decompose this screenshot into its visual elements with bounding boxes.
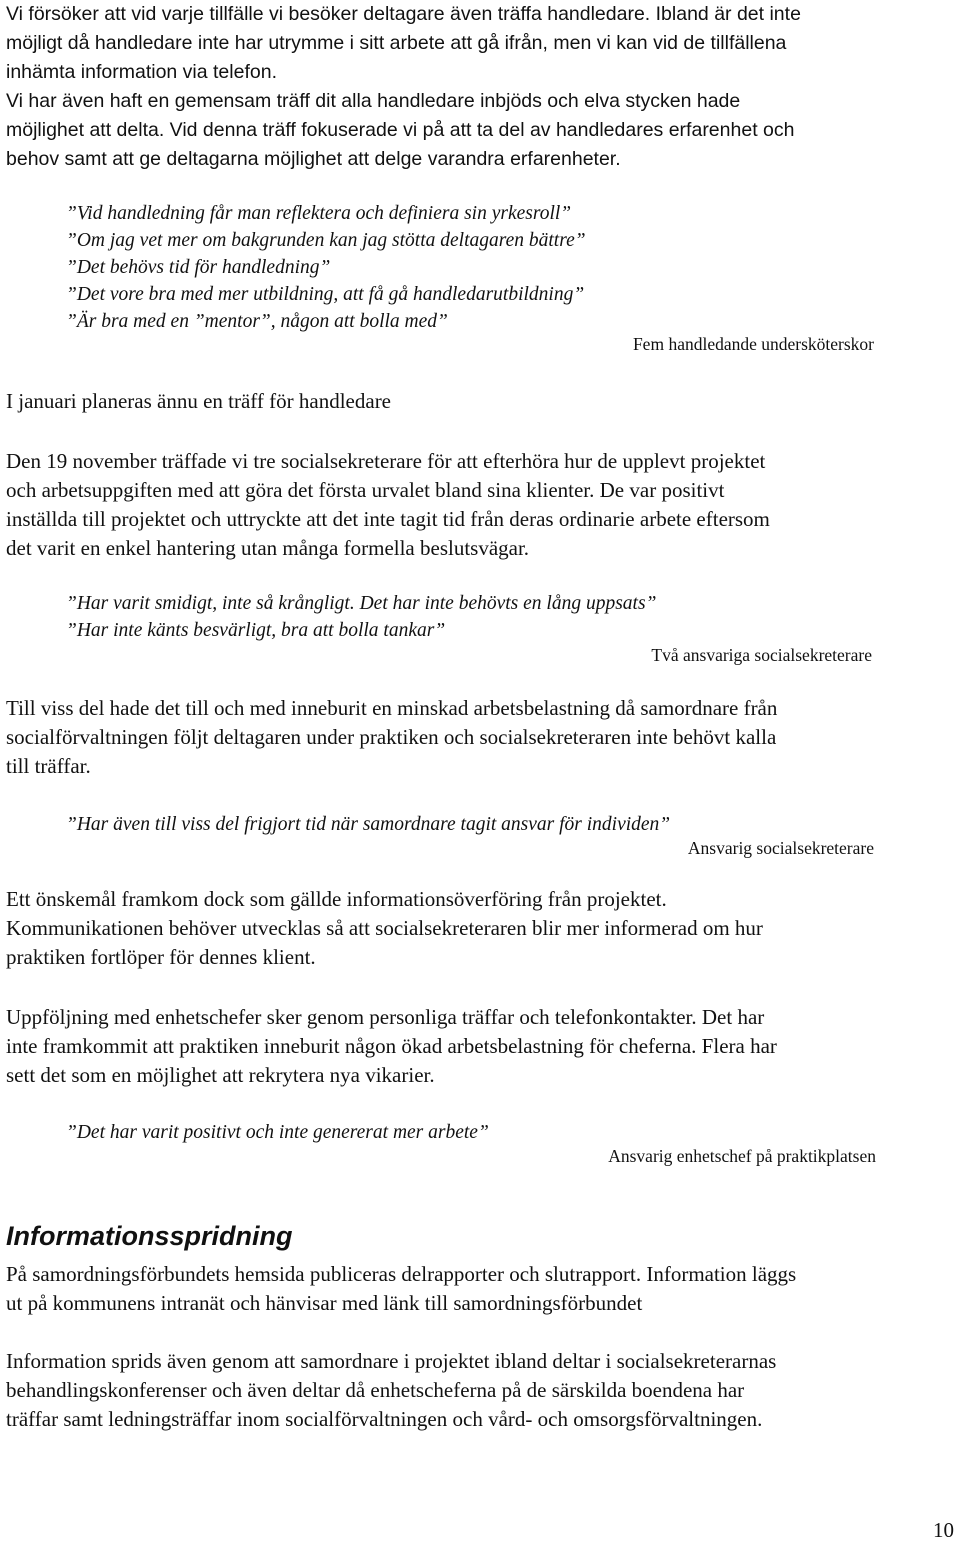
- quote-line: ”Har varit smidigt, inte så krångligt. Det har inte behövts en lång uppsats”: [66, 593, 657, 614]
- quote-attribution: Ansvarig socialsekreterare: [687, 838, 874, 858]
- text-line: socialförvaltningen följt deltagaren under praktiken och socialsekreteraren inte behövt kalla: [6, 725, 777, 749]
- text-line: Till viss del hade det till och med inneburit en minskad arbetsbelastning då samordnare från: [6, 696, 778, 720]
- quote-block-handledare: [66, 200, 886, 335]
- text-line: ut på kommunens intranät och hänvisar med länk till samordningsförbundet: [6, 1291, 643, 1315]
- quote-attribution: Två ansvariga socialsekreterare: [651, 645, 872, 665]
- page-number: 10: [933, 1518, 954, 1542]
- paragraph-handledare-visits: [6, 0, 954, 174]
- quote-attribution: Fem handledande undersköterskor: [632, 334, 874, 354]
- text-line: inte framkommit att praktiken inneburit någon ökad arbetsbelastning för cheferna. Flera har: [6, 1034, 777, 1058]
- text-line: det varit en enkel hantering utan många formella beslutsvägar.: [6, 536, 530, 560]
- text-line: möjligt då handledare inte har utrymme i sitt arbete att gå ifrån, men vi kan vid de tillfällena: [6, 32, 787, 54]
- text-line: Uppföljning med enhetschefer sker genom personliga träffar och telefonkontakter. Det har: [6, 1005, 765, 1029]
- text-line: träffar samt ledningsträffar inom socialförvaltningen och vård- och omsorgsförvaltningen.: [6, 1407, 763, 1431]
- text-line: och arbetsuppgiften med att göra det första urvalet bland sina klienter. De var positivt: [6, 478, 725, 502]
- quote-line: ”Har även till viss del frigjort tid när samordnare tagit ansvar för individen”: [66, 814, 671, 835]
- text-line: sett det som en möjlighet att rekrytera nya vikarier.: [6, 1063, 435, 1087]
- text-line: inhämta information via telefon.: [6, 61, 277, 83]
- quote-line: ”Om jag vet mer om bakgrunden kan jag stötta deltagaren bättre”: [66, 230, 586, 251]
- text-line: praktiken fortlöper för dennes klient.: [6, 945, 316, 969]
- paragraph-january-meeting: I januari planeras ännu en träff för handledare: [6, 389, 392, 413]
- paragraph-information-sprids: [6, 1347, 954, 1434]
- quote-block-enhetschef: [66, 1119, 886, 1146]
- text-line: behov samt att ge deltagarna möjlighet att delge varandra erfarenheter.: [6, 148, 621, 170]
- text-line: På samordningsförbundets hemsida publiceras delrapporter och slutrapport. Information läggs: [6, 1262, 797, 1286]
- quote-line: ”Det har varit positivt och inte genererat mer arbete”: [66, 1122, 489, 1143]
- paragraph-hemsida: [6, 1260, 954, 1318]
- quote-line: ”Det vore bra med mer utbildning, att få gå handledarutbildning”: [66, 284, 585, 305]
- quote-line: ”Vid handledning får man reflektera och definiera sin yrkesroll”: [66, 203, 572, 224]
- quote-line: ”Är bra med en ”mentor”, någon att bolla med”: [66, 311, 448, 332]
- text-line: Den 19 november träffade vi tre socialsekreterare för att efterhöra hur de upplevt projektet: [6, 449, 766, 473]
- text-line: Vi försöker att vid varje tillfälle vi besöker deltagare även träffa handledare. Ibland är det inte: [6, 3, 801, 25]
- text-line: Kommunikationen behöver utvecklas så att socialsekreteraren blir mer informerad om hur: [6, 916, 763, 940]
- quote-block-frigjort-tid: [66, 811, 886, 838]
- quote-line: ”Har inte känts besvärligt, bra att bolla tankar”: [66, 620, 446, 641]
- quote-block-socialsekreterare: [66, 590, 886, 644]
- text-line: Vi har även haft en gemensam träff dit alla handledare inbjöds och elva stycken hade: [6, 90, 741, 112]
- text-line: Ett önskemål framkom dock som gällde informationsöverföring från projektet.: [6, 887, 667, 911]
- paragraph-enhetschefer: [6, 1003, 954, 1090]
- paragraph-socialsekreterare: [6, 447, 954, 563]
- text-line: Information sprids även genom att samordnare i projektet ibland deltar i socialsekreterarnas: [6, 1349, 777, 1373]
- text-line: till träffar.: [6, 754, 91, 778]
- text-line: behandlingskonferenser och även deltar då enhetscheferna på de särskilda boendena har: [6, 1378, 745, 1402]
- text-line: möjlighet att delta. Vid denna träff fokuserade vi på att ta del av handledares erfarenhet och: [6, 119, 795, 141]
- section-heading: Informationsspridning: [6, 1221, 293, 1251]
- quote-line: ”Det behövs tid för handledning”: [66, 257, 331, 278]
- paragraph-information-transfer: [6, 885, 954, 972]
- quote-attribution: Ansvarig enhetschef på praktikplatsen: [608, 1146, 876, 1166]
- paragraph-workload: [6, 694, 954, 781]
- text-line: inställda till projektet och uttryckte att det inte tagit tid från deras ordinarie arbete eftersom: [6, 507, 770, 531]
